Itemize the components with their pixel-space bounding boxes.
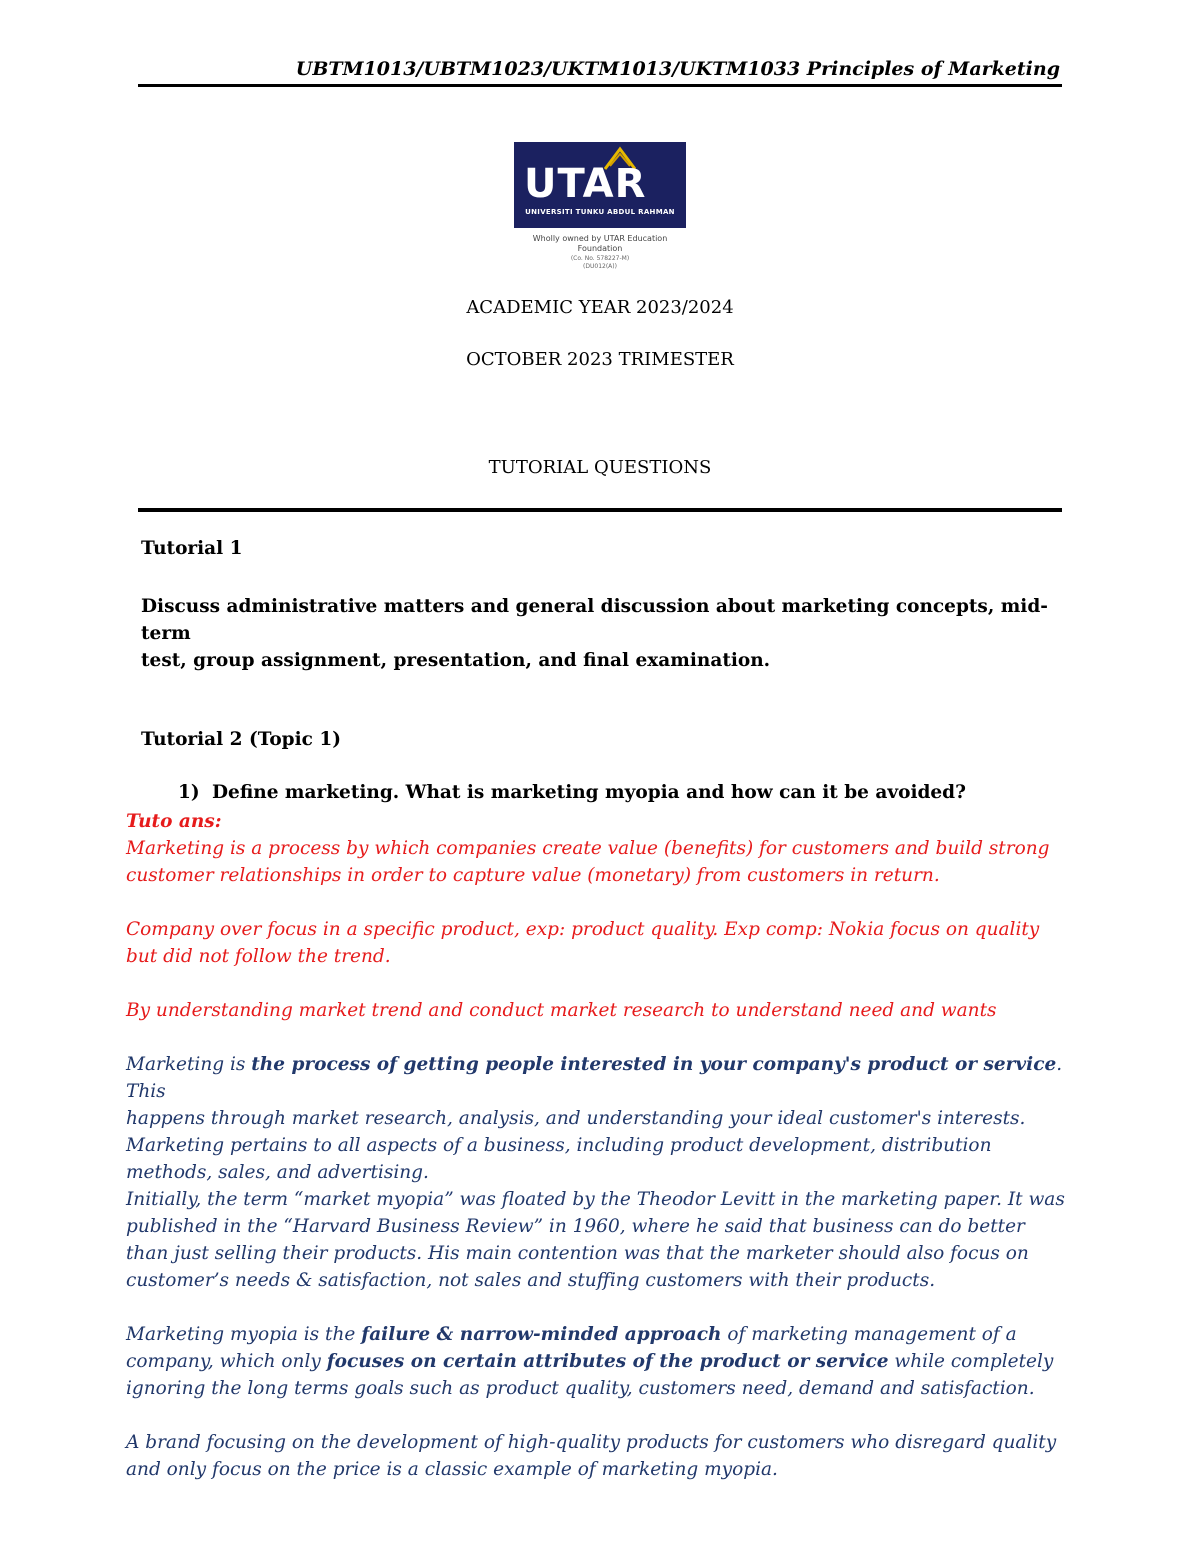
red-para-3: By understanding market trend and conduct market research to understand need and wants [126, 1000, 997, 1021]
question-text: Define marketing. What is marketing myopia and how can it be avoided? [212, 782, 966, 803]
blue-para-4-line1: A brand focusing on the development of high-quality products for customers who disregard quality [126, 1432, 1057, 1453]
blue-para-1-line2: happens through market research, analysis, and understanding your ideal customer's interests. [126, 1108, 1026, 1129]
blue-para-1-line1 [126, 1051, 1076, 1105]
red-para-1-line1: Marketing is a process by which companies create value (benefits) for customers and build strong [126, 838, 1050, 859]
blue-para-3-line3: ignoring the long terms goals such as product quality, customers need, demand and satisfaction. [126, 1378, 1035, 1399]
blue-para-3-line2 [126, 1348, 1076, 1375]
blue-p3-bold-2: focuses on certain attributes of the product or service [326, 1351, 889, 1372]
blue-para-1-line4: methods, sales, and advertising. [126, 1162, 429, 1183]
blue-para-1 [126, 1051, 1076, 1186]
tutorial-questions-title: TUTORIAL QUESTIONS [488, 457, 712, 478]
blue-para-1-line3: Marketing pertains to all aspects of a business, including product development, distribution [126, 1135, 992, 1156]
red-para-2 [126, 916, 1076, 970]
section-rule [138, 508, 1062, 512]
blue-p1-a: Marketing is [126, 1054, 252, 1075]
tutorial1-heading: Tutorial 1 [141, 538, 243, 559]
red-para-2-line2: but did not follow the trend. [126, 946, 391, 967]
tutorial1-line2: test, group assignment, presentation, and final examination. [141, 650, 771, 671]
blue-p3-a: Marketing myopia is the [126, 1324, 362, 1345]
logo-box [514, 142, 686, 228]
red-para-1 [126, 835, 1076, 889]
blue-para-3-line1 [126, 1321, 1076, 1348]
logo-owner [514, 234, 686, 270]
logo-reg2: (DU012(A)) [583, 262, 617, 270]
blue-p3-d: company, which only [126, 1351, 327, 1372]
blue-para-4 [126, 1429, 1076, 1483]
blue-para-2-line4: customer’s needs & satisfaction, not sales and stuffing customers with their products. [126, 1270, 936, 1291]
blue-p1-c: . This [126, 1054, 1063, 1102]
blue-p3-bold-1: failure & narrow-minded approach [361, 1324, 722, 1345]
logo-owner-text: Wholly owned by UTAR Education Foundation [532, 234, 668, 254]
blue-para-4-line2: and only focus on the price is a classic example of marketing myopia. [126, 1459, 778, 1480]
blue-para-3 [126, 1321, 1076, 1402]
tuto-ans-label: Tuto ans: [126, 811, 222, 832]
blue-para-2 [126, 1186, 1076, 1294]
tutorial2-heading: Tutorial 2 (Topic 1) [141, 729, 341, 750]
blue-para-2-line1: Initially, the term “market myopia” was floated by the Theodor Levitt in the marketing paper. It was [126, 1189, 1065, 1210]
blue-p3-f: while completely [888, 1351, 1054, 1372]
header-rule [138, 84, 1062, 87]
blue-para-2-line3: than just selling their products. His main contention was that the marketer should also focus on [126, 1243, 1029, 1264]
page-header: UBTM1013/UBTM1023/UKTM1013/UKTM1033 Principles of Marketing [295, 58, 1060, 80]
logo-wordmark: UTAR [524, 161, 647, 207]
blue-p1-bold: the process of getting people interested in your company's product or service [251, 1054, 1057, 1075]
question-1 [178, 782, 966, 803]
tutorial1-body [141, 593, 1071, 674]
university-logo [514, 142, 686, 270]
red-para-1-line2: customer relationships in order to capture value (monetary) from customers in return. [126, 865, 940, 886]
blue-p3-c: of marketing management of a [721, 1324, 1017, 1345]
question-number: 1) [178, 782, 200, 803]
academic-year: ACADEMIC YEAR 2023/2024 [466, 297, 734, 318]
trimester: OCTOBER 2023 TRIMESTER [466, 349, 734, 370]
logo-university-name: UNIVERSITI TUNKU ABDUL RAHMAN [525, 208, 675, 216]
red-para-2-line1: Company over focus in a specific product, exp: product quality. Exp comp: Nokia focus on quality [126, 919, 1040, 940]
tutorial1-line1: Discuss administrative matters and general discussion about marketing concepts, mid-term [141, 596, 1048, 644]
blue-para-2-line2: published in the “Harvard Business Review” in 1960, where he said that business can do better [126, 1216, 1025, 1237]
logo-reg: (Co. No. 578227-M) [570, 254, 630, 262]
